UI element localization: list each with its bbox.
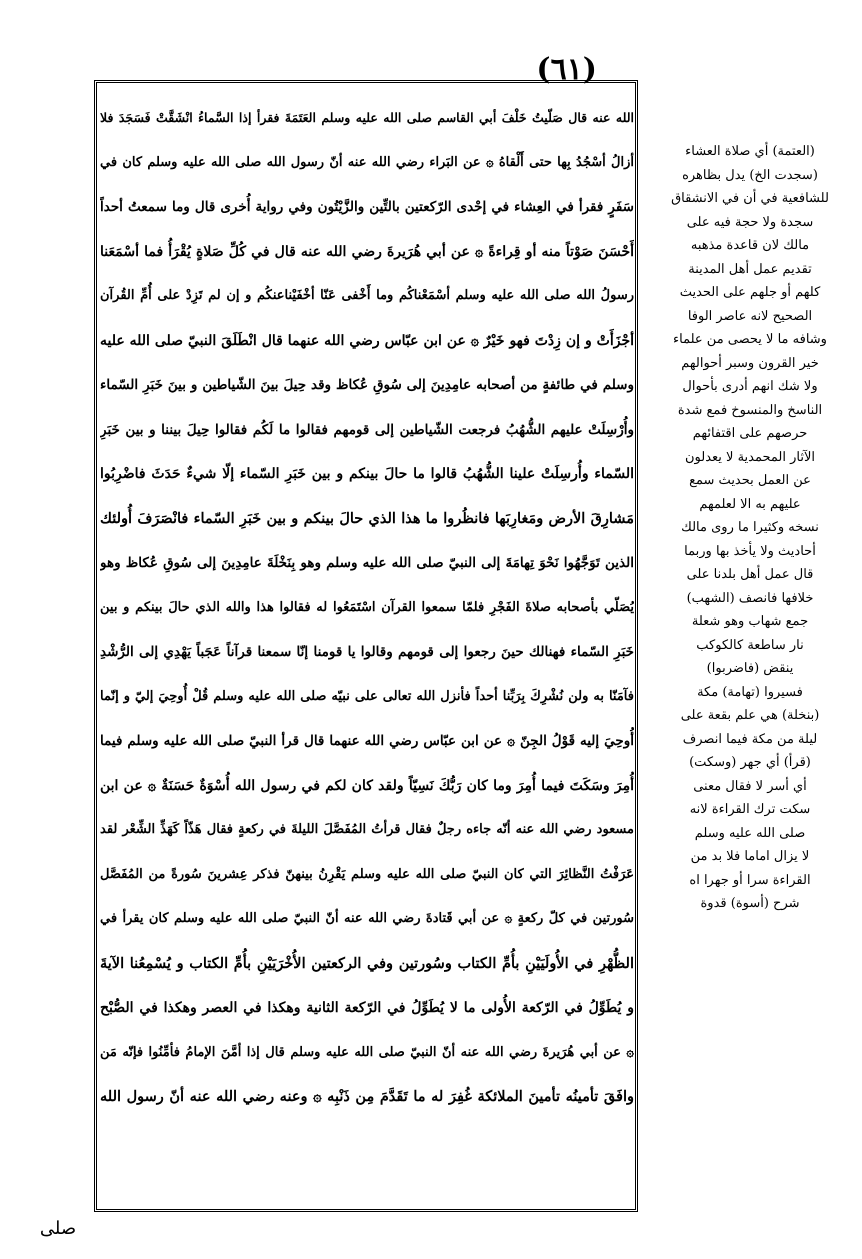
margin-note-line: (قرأ) أي جهر (وسكت): [689, 755, 811, 770]
margin-note-line: القراءة سرا أو جهرا اه: [689, 872, 811, 888]
main-text-line: أزالُ أسْجُدُ بِها حتى أَلْقاهُ ۞ عن البَراء رضي الله عنه أنّ رسول الله صلى الله عليه وسلم كان في: [100, 154, 634, 170]
margin-note-line: خير القرون وسبر أحوالهم: [681, 355, 819, 371]
margin-note-line: قال عمل أهل بلدنا على: [686, 567, 814, 582]
margin-commentary: [644, 140, 856, 1140]
margin-note-line: للشافعية في أن في الانشقاق: [671, 191, 829, 206]
main-text-line: سُورتين في كلّ ركعةٍ ۞ عن أبي قَتادةَ رضي الله عنه أنّ النبيّ صلى الله عليه وسلم كان يقرأ في: [100, 911, 634, 926]
main-text-line: سَفَرٍ فقرأ في العِشاء في إحْدى الرّكعتين بالتِّين والزَّيْتُون وفي رواية أُخرى قال وما سمعتُ أحداً: [100, 199, 634, 215]
margin-note-line: خلافها فانصف (الشهب): [686, 590, 814, 606]
main-text-line: مَشارِقَ الأرض ومَغارِبَها فانظُروا ما هذا الذي حالَ بينكم و بين خَبَرِ السّماء فانْصَرَفَ أُولئك: [100, 509, 634, 527]
margin-note-line: حرصهم على اقتفائهم: [692, 426, 808, 441]
margin-note-line: ولا شك انهم أدرى بأحوال: [682, 379, 818, 394]
margin-note-line: الآثار المحمدية لا يعدلون: [684, 449, 816, 465]
main-text-line: رسولُ الله صلى الله عليه وسلم أسْمَعْناكُم وما أَخْفى عَنّا أخْفَيْناعنكُم و إن لم تَزِدْ على أُمِّ القُرآن: [100, 288, 634, 303]
margin-note-line: (العتمة) أي صلاة العشاء: [685, 144, 815, 159]
margin-note-line: الناسخ والمنسوخ فمع شدة: [677, 402, 823, 418]
margin-note-line: عن العمل بحديث سمع: [689, 473, 811, 488]
main-text-line: فآمَنّا به ولن نُشْرِكَ بِرَبِّنا أحداً فأنزل الله تعالى على نبيّه صلى الله عليه وسلم قُلْ أُوحِيَ إليّ و إنّما: [100, 688, 634, 704]
main-text-line: الذين تَوَجَّهُوا نَحْوَ تِهامَةَ إلى النبيّ صلى الله عليه وسلم وهو بِنَخْلَةَ عامِدِينَ إلى سُوقِ عُكاظ وهو: [100, 555, 634, 571]
margin-note-line: ليلة من مكة فيما انصرف: [682, 731, 818, 747]
main-text-line: مسعود رضي الله عنه أنّه جاءه رجلٌ فقال قرأتُ المُفَصَّلَ الليلةَ في ركعةٍ فقال هَذّاً كَهَذِّ الشِّعْر لقد: [100, 822, 634, 837]
margin-note-line: (سجدت الخ) يدل بظاهره: [682, 167, 818, 183]
page-number: (٦١): [536, 52, 597, 87]
margin-note-line: مالك لان قاعدة مذهبه: [690, 238, 810, 253]
margin-note-line: شرح (أسوة) قدوة: [700, 896, 800, 911]
margin-note-line: الصحيح لانه عاصر الوفا: [687, 308, 813, 324]
main-text-line: وسلم في طائفةٍ من أصحابه عامِدِينَ إلى سُوقِ عُكاظ وقد حِيلَ بينَ الشّياطين و بينَ خَبَرِ السّماء: [100, 377, 634, 393]
margin-note-line: أي أسر لا فقال معنى: [693, 778, 807, 794]
margin-note-line: نار ساطعة كالكوكب: [696, 637, 804, 653]
margin-note-line: نسخه وكثيرا ما روى مالك: [681, 520, 819, 535]
main-text-line: يُصَلّي بأصحابه صلاةَ الفَجْرِ فلمّا سمعوا القرآن اسْتَمَعُوا له فقالوا هذا والله الذي حالَ بينكم و بين: [100, 599, 634, 615]
main-text-line: خَبَرِ السّماء فهنالك حينَ رجعوا إلى قومهم وقالوا يا قومنا إنّا سمعنا قرآناً عَجَباً يَهْدِي إلى الرُّشْدِ: [100, 644, 634, 660]
margin-note-line: ينقض (فاضربوا): [706, 661, 794, 676]
main-text-line: وأُرْسِلَتْ عليهم الشُّهُبُ فرجعت الشّياطين إلى قومهم فقالوا ما لَكُم فقالوا حِيلَ بيننا و بين خَبَرِ: [100, 421, 634, 438]
main-text-block: [100, 96, 634, 1188]
margin-note-line: وشافه ما لا يحصى من علماء: [673, 332, 827, 347]
margin-note-line: أحاديث ولا يأخذ بها وربما: [684, 543, 816, 559]
margin-note-line: عليهم به الا لعلمهم: [699, 496, 801, 512]
main-text-line: الظُّهْرِ في الأُولَيَيْنِ بأُمِّ الكتاب وسُورتين وفي الركعتين الأُخْرَيَيْنِ بأُمِّ الكتاب و يُسْمِعُنا الآيةَ: [100, 954, 634, 972]
main-text-line: عَرَفْتُ النَّظائِرَ التي كان النبيّ صلى الله عليه وسلم يَقْرِنُ بينهنّ فذكر عِشرينَ سُورةً من المُفَصَّل: [100, 866, 634, 882]
catchword: صلى: [39, 1218, 77, 1239]
margin-note-line: سكت ترك القراءة لانه: [689, 802, 811, 817]
margin-note-line: سجدة ولا حجة فيه على: [686, 214, 814, 230]
main-text-line: وافَقَ تأمينُه تأمينَ الملائكة غُفِرَ له ما تَقَدَّمَ مِن ذَنْبِه ۞ وعنه رضي الله عنه أنّ رسول الله: [100, 1088, 634, 1105]
main-text-line: و يُطَوِّلُ في الرّكعة الأُولى ما لا يُطَوِّلُ في الرّكعة الثانية وهكذا في العصر وهكذا في الصُّبْح: [100, 1000, 634, 1016]
margin-note-line: (بنخلة) هي علم بقعة على: [680, 708, 820, 723]
main-text-line: الله عنه قال صَلّيتُ خَلْفَ أبي القاسم صلى الله عليه وسلم العَتَمَةَ فقرأ إذا السَّماءُ انْشَقَّتْ فَسَجَدَ فلا: [100, 110, 634, 125]
main-text-line: أجْزَأَتْ و إن زِدْتَ فهو خَيْرٌ ۞ عن ابن عبّاس رضي الله عنهما قال انْطَلَقَ النبيّ صلى الله عليه: [100, 332, 634, 349]
margin-note-line: كلهم أو جلهم على الحديث: [679, 285, 821, 300]
margin-note-line: لا يزال اماما فلا بد من: [690, 849, 810, 864]
main-text-line: أَحْسَنَ صَوْتاً منه أو قِراءةً ۞ عن أبي هُرَيرةَ رضي الله عنه قال في كُلِّ صَلاةٍ يُقْرَأُ فما أسْمَعَنا: [100, 243, 634, 260]
main-text-line: أُمِرَ وسَكَتَ فيما أُمِرَ وما كان رَبُّكَ نَسِيّاً ولقد كان لكم في رسول الله أُسْوَةٌ حَسَنَةٌ ۞ عن ابن: [100, 777, 634, 794]
main-text-line: السّماء وأُرسِلَتْ علينا الشُّهُبُ قالوا ما حالَ بينكم و بين خَبَرِ السّماء إلّا شيءٌ حَدَثَ فاضْرِبُوا: [100, 466, 634, 482]
margin-note-line: جمع شهاب وهو شعلة: [691, 614, 809, 629]
main-text-line: ۞ عن أبي هُرَيرةَ رضي الله عنه أنّ النبيّ صلى الله عليه وسلم قال إذا أمَّنَ الإمامُ فأمِّنُوا فإنّه مَن: [100, 1044, 634, 1060]
margin-note-line: فسيروا (تهامة) مكة: [697, 684, 803, 700]
margin-note-line: تقديم عمل أهل المدينة: [688, 261, 812, 277]
main-text-line: أُوحِيَ إليه قَوْلُ الجِنّ ۞ عن ابن عبّاس رضي الله عنهما قال قرأ النبيّ صلى الله عليه وسلم فيما: [100, 733, 634, 749]
margin-note-line: صلى الله عليه وسلم: [694, 825, 806, 841]
